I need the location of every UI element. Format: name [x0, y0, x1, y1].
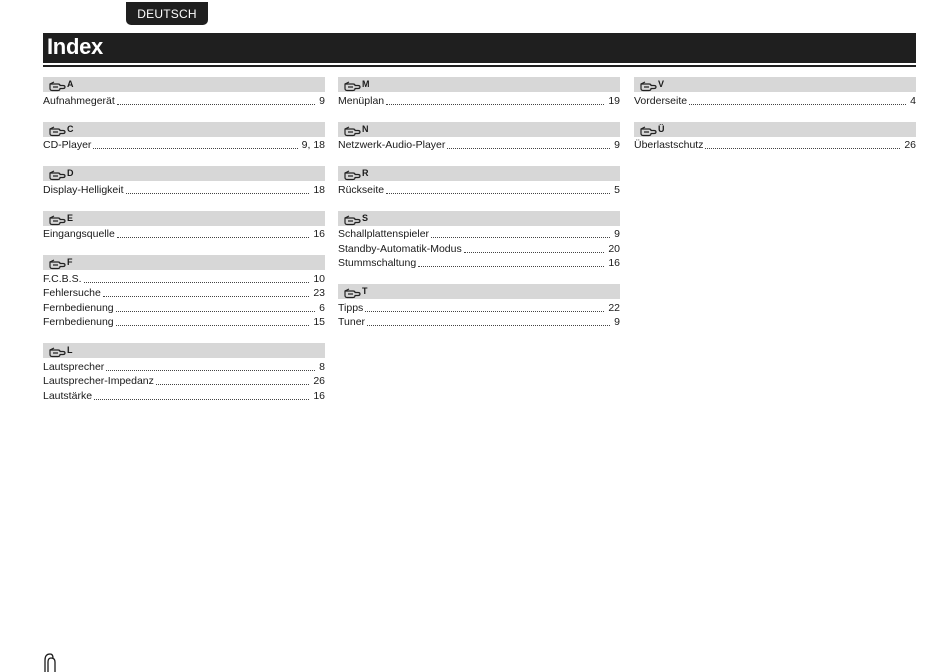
- entry-page: 20: [608, 242, 620, 255]
- section-header: [43, 343, 325, 358]
- entry-term: Display-Helligkeit: [43, 183, 124, 196]
- index-column-2: [338, 77, 620, 343]
- entry-term: Tuner: [338, 316, 366, 328]
- entry-page: 9, 18: [301, 139, 325, 151]
- index-entry[interactable]: [43, 300, 325, 315]
- entry-page: 10: [313, 272, 325, 285]
- entry-term: Eingangsquelle: [43, 228, 115, 240]
- page-number-mark: [43, 652, 59, 672]
- section-header: [43, 166, 325, 181]
- entry-term: Lautstärke: [43, 389, 93, 402]
- entry-page: 15: [313, 316, 325, 328]
- section-letter: T: [362, 286, 368, 296]
- pointing-hand-icon: [344, 286, 361, 297]
- section-letter: C: [67, 123, 74, 134]
- entry-term: Vorderseite: [634, 94, 688, 107]
- entry-term: Aufnahmegerät: [43, 94, 115, 107]
- entry-term: Netzwerk-Audio-Player: [338, 139, 446, 151]
- dot-leader: [103, 295, 310, 297]
- title-rule: [43, 65, 916, 67]
- dot-leader: [386, 192, 610, 194]
- index-section-0-5: [43, 343, 325, 403]
- section-header: [634, 77, 916, 92]
- dot-leader: [365, 310, 604, 312]
- index-entry[interactable]: [338, 93, 620, 108]
- entry-page: 9: [614, 139, 620, 151]
- entry-page: 23: [313, 287, 325, 299]
- index-section-1-4: [338, 284, 620, 329]
- pointing-hand-icon: [49, 257, 66, 268]
- index-entry[interactable]: [43, 359, 325, 374]
- pointing-hand-icon: [344, 168, 361, 179]
- section-letter: Ü: [658, 123, 665, 134]
- index-column-1: [43, 77, 325, 417]
- section-letter: M: [362, 79, 370, 89]
- index-section-1-0: [338, 77, 620, 108]
- section-header: [338, 284, 620, 299]
- section-letter: R: [362, 168, 369, 178]
- dot-leader: [84, 281, 310, 283]
- index-column-3: [634, 77, 916, 166]
- index-entry[interactable]: [43, 286, 325, 301]
- section-header: [338, 166, 620, 181]
- pointing-hand-icon: [49, 79, 66, 90]
- index-entry[interactable]: [43, 388, 325, 403]
- entry-term: Fehlersuche: [43, 287, 101, 299]
- entry-term: Fernbedienung: [43, 301, 114, 314]
- entry-page: 9: [319, 94, 325, 107]
- entry-page: 9: [614, 228, 620, 240]
- index-entry[interactable]: [634, 138, 916, 153]
- section-header: [634, 122, 916, 137]
- pointing-hand-icon: [49, 124, 66, 135]
- dot-leader: [93, 147, 297, 149]
- index-section-1-3: [338, 211, 620, 271]
- section-letter: L: [67, 345, 73, 355]
- index-entry[interactable]: [338, 182, 620, 197]
- pointing-hand-icon: [344, 213, 361, 224]
- entry-term: Lautsprecher: [43, 360, 105, 373]
- index-entry[interactable]: [43, 93, 325, 108]
- index-section-2-1: [634, 122, 916, 153]
- section-letter: N: [362, 123, 369, 134]
- index-section-0-1: [43, 122, 325, 153]
- index-section-0-2: [43, 166, 325, 197]
- index-entry[interactable]: [43, 182, 325, 197]
- index-section-0-3: [43, 211, 325, 242]
- section-letter: V: [658, 79, 665, 89]
- entry-page: 26: [904, 139, 916, 151]
- pointing-hand-icon: [344, 124, 361, 135]
- entry-page: 5: [614, 183, 620, 196]
- dot-leader: [367, 324, 610, 326]
- entry-term: Lautsprecher-Impedanz: [43, 375, 154, 387]
- section-header: [43, 122, 325, 137]
- index-section-2-0: [634, 77, 916, 108]
- entry-page: 4: [910, 94, 916, 107]
- section-header: [338, 122, 620, 137]
- index-section-0-0: [43, 77, 325, 108]
- entry-page: 9: [614, 316, 620, 328]
- entry-page: 18: [313, 183, 325, 196]
- index-section-0-4: [43, 255, 325, 329]
- section-letter: F: [67, 257, 73, 267]
- pointing-hand-icon: [49, 168, 66, 179]
- section-header: [338, 211, 620, 226]
- entry-page: 6: [319, 301, 325, 314]
- index-entry[interactable]: [43, 374, 325, 389]
- index-entry[interactable]: [634, 93, 916, 108]
- section-letter: E: [67, 212, 74, 223]
- entry-term: Tipps: [338, 301, 364, 314]
- index-section-1-1: [338, 122, 620, 153]
- entry-term: F.C.B.S.: [43, 272, 82, 285]
- index-entry[interactable]: [338, 138, 620, 153]
- index-entry[interactable]: [43, 271, 325, 286]
- pointing-hand-icon: [344, 79, 361, 90]
- section-header: [43, 211, 325, 226]
- dot-leader: [117, 236, 310, 238]
- section-letter: S: [362, 212, 369, 223]
- entry-page: 16: [313, 389, 325, 402]
- dot-leader: [689, 103, 906, 105]
- dot-leader: [117, 103, 315, 105]
- dot-leader: [431, 236, 610, 238]
- entry-page: 16: [608, 257, 620, 269]
- index-entry[interactable]: [43, 138, 325, 153]
- dot-leader: [116, 324, 310, 326]
- index-entry[interactable]: [338, 241, 620, 256]
- index-entry[interactable]: [338, 300, 620, 315]
- title-bar: [43, 33, 916, 63]
- entry-term: Überlastschutz: [634, 139, 704, 151]
- index-entry[interactable]: [43, 227, 325, 242]
- dot-leader: [116, 310, 316, 312]
- pointing-hand-icon: [49, 345, 66, 356]
- entry-page: 26: [313, 375, 325, 387]
- entry-page: 16: [313, 228, 325, 240]
- section-letter: D: [67, 168, 74, 178]
- dot-leader: [106, 369, 315, 371]
- entry-term: Stummschaltung: [338, 257, 417, 269]
- entry-page: 22: [608, 301, 620, 314]
- language-tab: DEUTSCH: [126, 2, 208, 25]
- dot-leader: [418, 265, 604, 267]
- entry-term: Menüplan: [338, 94, 385, 107]
- entry-page: 19: [608, 94, 620, 107]
- entry-term: Fernbedienung: [43, 316, 114, 328]
- section-letter: A: [67, 79, 74, 89]
- section-header: [338, 77, 620, 92]
- entry-term: Rückseite: [338, 183, 385, 196]
- index-section-1-2: [338, 166, 620, 197]
- entry-term: Standby-Automatik-Modus: [338, 242, 462, 255]
- entry-page: 8: [319, 360, 325, 373]
- index-entry[interactable]: [338, 227, 620, 242]
- pointing-hand-icon: [640, 124, 657, 135]
- dot-leader: [447, 147, 610, 149]
- index-entry[interactable]: [338, 315, 620, 330]
- index-entry[interactable]: [338, 256, 620, 271]
- pointing-hand-icon: [49, 213, 66, 224]
- dot-leader: [94, 398, 309, 400]
- entry-term: Schallplattenspieler: [338, 228, 430, 240]
- index-entry[interactable]: [43, 315, 325, 330]
- section-header: [43, 77, 325, 92]
- dot-leader: [464, 251, 605, 253]
- entry-term: CD-Player: [43, 139, 92, 151]
- dot-leader: [156, 383, 309, 385]
- dot-leader: [386, 103, 604, 105]
- pointing-hand-icon: [640, 79, 657, 90]
- dot-leader: [126, 192, 310, 194]
- section-header: [43, 255, 325, 270]
- dot-leader: [705, 147, 900, 149]
- page-title: Index: [47, 34, 103, 59]
